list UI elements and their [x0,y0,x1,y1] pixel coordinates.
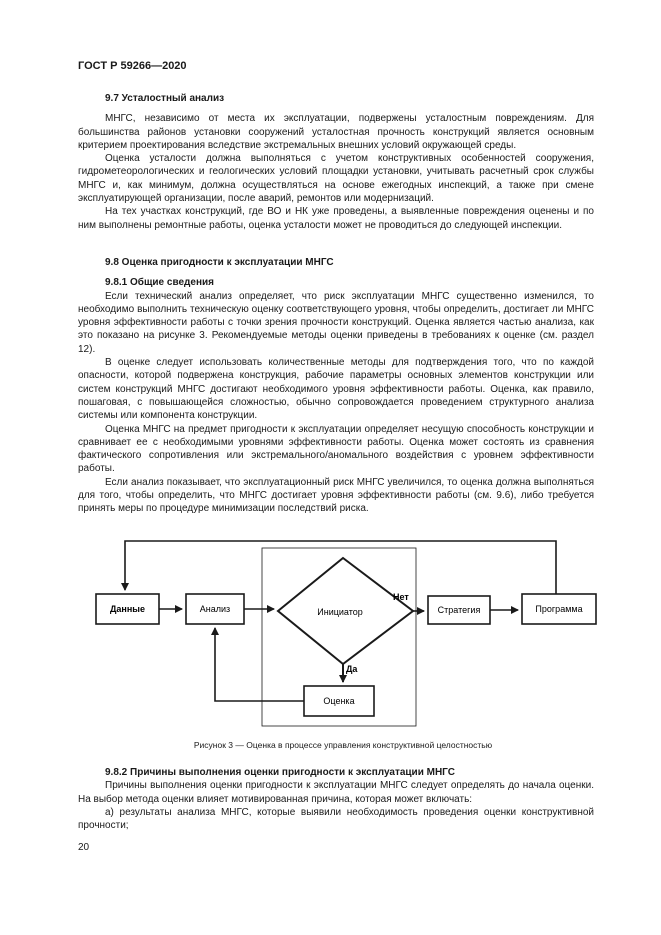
subsection-heading: 9.8.2 Причины выполнения оценки пригодности к эксплуатации МНГС [105,767,455,778]
edge-label-yes: Да [346,664,358,674]
page-number: 20 [78,842,90,853]
node-data-label: Данные [110,604,145,614]
section-heading: 9.7 Усталостный анализ [105,93,225,104]
list-item: а) результаты анализа МНГС, которые выявили необходимость проведения оценки конструктивной прочности; [78,806,594,832]
subsection-heading: 9.8.1 Общие сведения [105,277,214,289]
paragraph: МНГС, независимо от места их эксплуатации, подвержены усталостным повреждениям. Для большинства районов установки сооружений усталостная прочность конструкций является основным критерием проектирования вследствие экстремальных внешних условий окружающей среды. [78,113,594,151]
section-9-8 [78,256,594,516]
paragraph: Причины выполнения оценки пригодности к эксплуатации МНГС следует определять до начала оценки. На выбор метода оценки влияет мотивированная причина, которая может включать: [78,780,594,805]
section-heading: 9.8 Оценка пригодности к эксплуатации МНГС [105,257,334,268]
standard-header: ГОСТ Р 59266—2020 [78,60,187,72]
paragraph: Если анализ показывает, что эксплуатационный риск МНГС увеличился, то оценка должна выполняться для того, чтобы определить, что МНГС достигает уровня эффективности работы (см. 9.6), либо требуется принять меры по процедуре минимизации последствий риска. [78,476,594,515]
node-assessment-label: Оценка [323,696,355,706]
paragraph: Если технический анализ определяет, что риск эксплуатации МНГС существенно изменился, то необходимо выполнить техническую оценку соответствующего уровня, чтобы определить, достигает ли МНГС уровня эффективности работы с точки зрения прочности конструкций. Оценка является частью анализа, как это показано на рисунке 3. Рекомендуемые методы оценки приведены в требованиях к оценке (см. раздел 12). [78,290,594,355]
edge-label-no: Нет [393,592,409,602]
figure-3-flowchart [78,530,608,730]
paragraph: Оценка усталости должна выполняться с учетом конструктивных особенностей сооружения, гидрометеорологических и геологических условий площадки установки, учитывать расчетный срок службы МНГС и, как минимум, должна осуществляться на основе ежегодных инспекций, а также при смене эксплуатирующей организации, после аварий, ремонтов или модернизаций. [78,153,594,205]
figure-caption: Рисунок 3 — Оценка в процессе управления конструктивной целостностью [193,740,493,750]
node-initiator-label: Инициатор [317,607,363,617]
node-program-label: Программа [535,604,583,614]
node-strategy-label: Стратегия [437,605,481,615]
paragraph: На тех участках конструкций, где ВО и НК уже проведены, а выявленные повреждения оценены и по ним выполнены ремонтные работы, оценка усталости может не проводиться до следующей инспекции. [78,206,594,231]
section-9-7 [78,92,594,232]
paragraph: В оценке следует использовать количественные методы для подтверждения того, что по каждой опасности, которой подвержена конструкция, рабочие параметры основных элементов конструкции или систем конструкций МНГС достигают необходимого уровня эффективности работы. Оценка, как правило, пошаговая, с повышающейся сложностью, обычно сопровождается проведением структурного анализа системы или компонента конструкции. [78,357,594,422]
feedback-loop-bottom [215,628,304,701]
paragraph: Оценка МНГС на предмет пригодности к эксплуатации определяет несущую способность конструкции и сравнивает ее с необходимыми уровнями эффективности работы. Оценка может состоять из сравнения фактического сопротивления или экстремального/аномального воздействия с уровнем эффективности работы. [78,423,594,475]
node-analysis-label: Анализ [199,604,231,614]
section-9-8-2 [78,766,594,832]
